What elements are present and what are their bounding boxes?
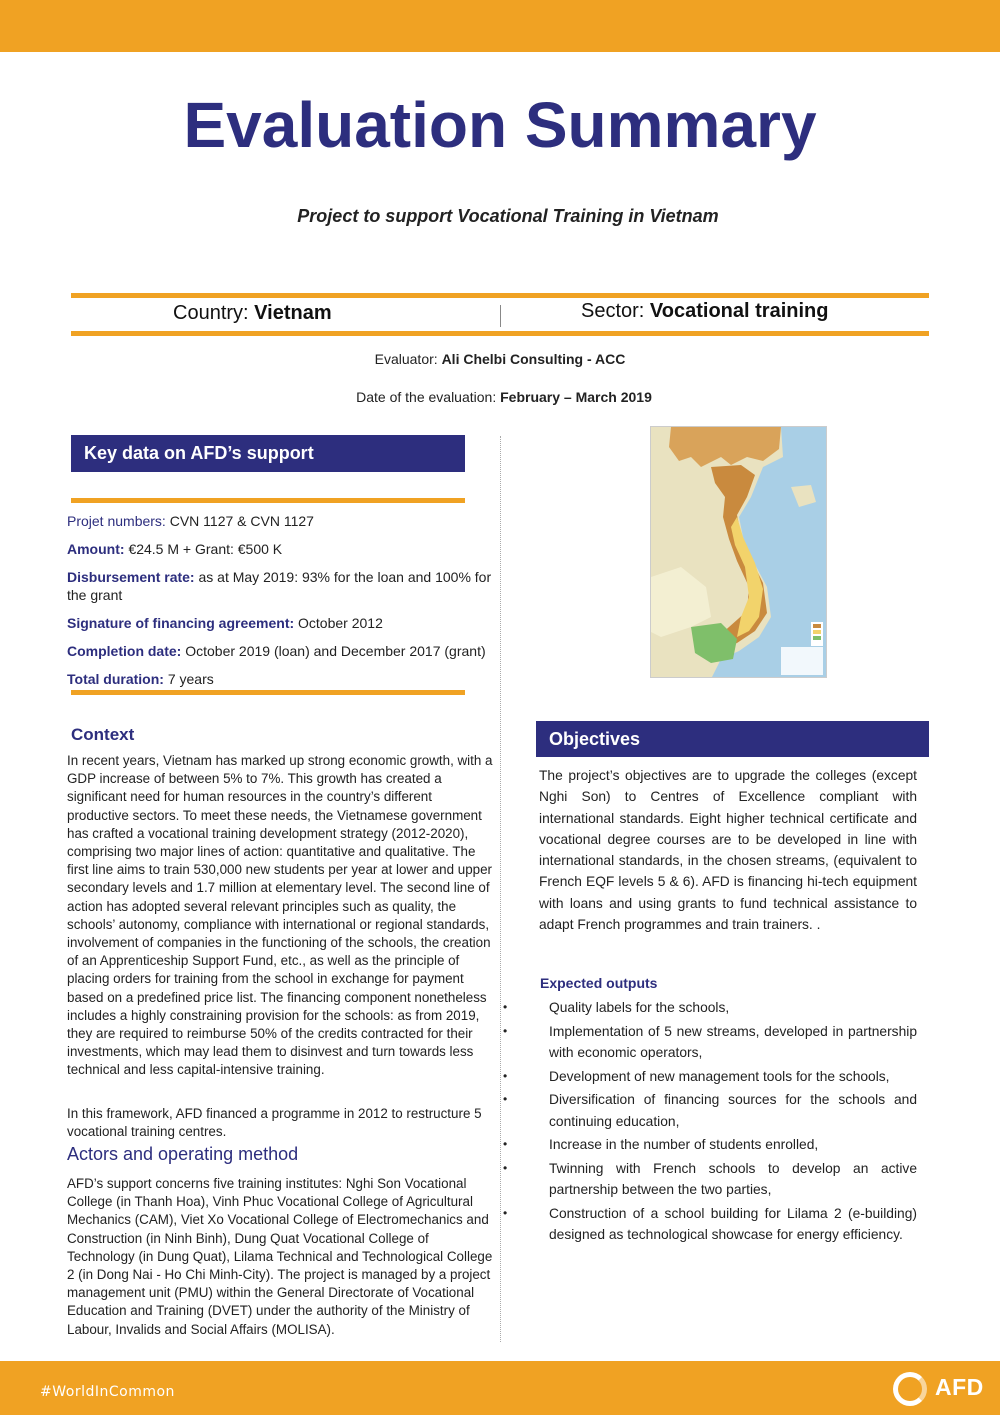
vietnam-map-image <box>650 426 827 678</box>
list-item: • Diversification of financing sources for the schools and continuing education, <box>503 1089 917 1132</box>
afd-logo-text: AFD <box>935 1374 984 1400</box>
bullet-icon: • <box>503 1068 508 1083</box>
bullet-icon: • <box>503 1023 508 1038</box>
evaluator-line: Evaluator: Ali Chelbi Consulting - ACC <box>374 351 626 367</box>
actors-paragraph: AFD’s support concerns five training institutes: Nghi Son Vocational College (in Thanh Hoa), Vinh Phuc Vocational College of Agricultural Mechanics (CAM), Viet Xo Vocational College of Electromechanics and Construction (in Ninh Binh), Dung Quat Vocational College of Technology (in Dung Quat), Lilama Technical and Technological College 2 (in Dong Nai - Ho Chi Minh-City). The project is managed by a project management unit (PMU) within the General Directorate of Vocational Education and Training (DVET) under the authority of the Ministry of Labour, Invalids and Social Affairs (MOLISA). <box>67 1176 493 1337</box>
country-field: Country: Vietnam <box>173 302 332 324</box>
list-item: • Implementation of 5 new streams, developed in partnership with economic operators, <box>503 1021 917 1064</box>
key-data-project-numbers: Projet numbers: CVN 1127 & CVN 1127 <box>67 513 314 529</box>
bullet-icon: • <box>503 1092 508 1106</box>
list-item: • Development of new management tools for the schools, <box>503 1066 917 1088</box>
key-data-list <box>67 512 497 698</box>
context-paragraph-2: In this framework, AFD financed a programme in 2012 to restructure 5 vocational training centres. <box>67 1106 482 1140</box>
sector-value: Vocational training <box>649 300 829 322</box>
bullet-icon: • <box>503 1205 508 1220</box>
divider-bottom <box>71 331 929 336</box>
page-subtitle: Project to support Vocational Training in Vietnam <box>297 206 719 226</box>
key-data-top-rule <box>71 498 465 503</box>
hashtag-text: #WorldInCommon <box>40 1384 175 1400</box>
evaluator-value: Ali Chelbi Consulting - ACC <box>441 351 626 367</box>
context-paragraph-1: In recent years, Vietnam has marked up strong economic growth, with a GDP increase of between 5% to 7%. This growth has created a significant need for human resources in the country’s different productive sectors. To meet these needs, the Vietnamese government has crafted a vocational training development strategy (2012-2020), comprising two major lines of action: quantitative and qualitative. The first line aims to train 530,000 new students per year at lower and upper secondary levels and 1.7 million at elementary level. The second line of action has adopted several relevant principles such as quality, the schools’ autonomy, compliance with international or regional standards, involvement of companies in the functioning of the schools, the creation of an Apprenticeship Support Fund, etc., as well as the principle of placing orders for training from the school in exchange for payment based on a predefined price list. The financing component nonetheless includes a highly constraining provision for the schools: as from 2019, they are required to reimburse 50% of the credits contracted for their investments, which may lead them to disinvest and turn towards less technical and less capital-intensive training. <box>67 753 493 1078</box>
objectives-paragraph: The project’s objectives are to upgrade the colleges (except Nghi Son) to Centres of Excellence compliant with international standards. Eight higher technical certificate and vocational degree courses are to be developed in line with international standards, in the chosen streams, (equivalent to French EQF levels 5 & 6). AFD is financing hi-tech equipment with loans and using grants to fund technical assistance to adapt French programmes and train trainers. . <box>539 768 917 933</box>
objectives-heading: Objectives <box>536 721 929 757</box>
bullet-icon: • <box>503 1137 508 1151</box>
expected-outputs-heading: Expected outputs <box>540 975 658 991</box>
afd-ring-icon <box>893 1372 927 1406</box>
divider-top <box>71 293 929 298</box>
afd-logo <box>893 1372 988 1408</box>
actors-heading: Actors and operating method <box>67 1144 299 1164</box>
key-data-completion: Completion date: October 2019 (loan) and December 2017 (grant) <box>67 643 486 659</box>
info-separator <box>500 305 501 327</box>
list-item: • Construction of a school building for Lilama 2 (e-building) designed as technological showcase for energy efficiency. <box>503 1203 917 1246</box>
bullet-icon: • <box>503 1160 508 1175</box>
key-data-amount: Amount: €24.5 M + Grant: €500 K <box>67 541 283 557</box>
evaluation-date-line: Date of the evaluation: February – March 2019 <box>356 389 652 405</box>
list-item: • Quality labels for the schools, <box>503 997 917 1019</box>
list-item: • Increase in the number of students enrolled, <box>503 1134 917 1156</box>
key-data-disbursement: Disbursement rate: as at May 2019: 93% for the loan and 100% for the grant <box>67 569 492 603</box>
evaluation-date-value: February – March 2019 <box>500 389 652 405</box>
context-heading: Context <box>71 725 135 744</box>
column-separator <box>500 436 501 1342</box>
key-data-bottom-rule <box>71 690 465 695</box>
top-orange-band <box>0 0 1000 52</box>
page-title: Evaluation Summary <box>183 89 817 161</box>
sector-field: Sector: Vocational training <box>581 300 829 322</box>
key-data-signature: Signature of financing agreement: October 2012 <box>67 615 383 631</box>
list-item: • Twinning with French schools to develop an active partnership between the two parties, <box>503 1158 917 1201</box>
key-data-duration: Total duration: 7 years <box>67 671 214 687</box>
expected-outputs-list <box>503 997 917 1248</box>
key-data-heading: Key data on AFD’s support <box>71 435 465 472</box>
bullet-icon: • <box>503 1000 508 1014</box>
country-value: Vietnam <box>254 302 332 324</box>
